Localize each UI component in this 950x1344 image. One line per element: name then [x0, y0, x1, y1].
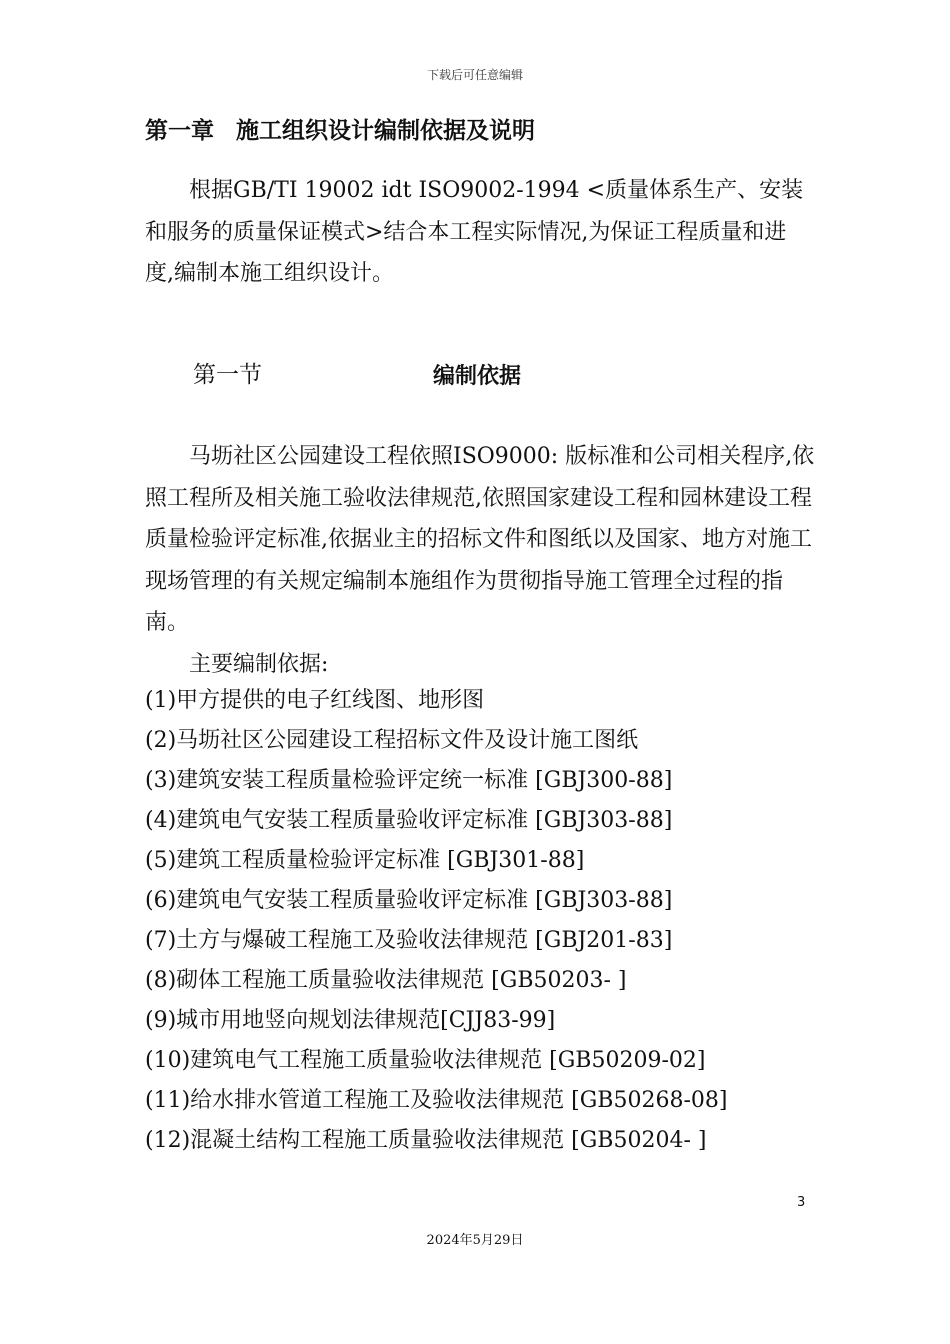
basis-item: (4)建筑电气安装工程质量验收评定标准 [GBJ303-88] — [145, 808, 673, 833]
section-paragraph: 马坜社区公园建设工程依照ISO9000: 版标准和公司相关程序,依照工程所及相关施工验收法律规范,依照国家建设工程和园林建设工程质量检验评定标准,依据业主的招标文件和图纸以及国家、地方对施工现场管理的有关规定编制本施组作为贯彻指导施工管理全过程的指南。 — [145, 444, 815, 635]
basis-item: (9)城市用地竖向规划法律规范[CJJ83-99] — [145, 1008, 556, 1033]
page-header: 下载后可任意编辑 — [426, 68, 523, 82]
intro-paragraph: 根据GB/TI 19002 idt ISO9002-1994 <质量体系生产、安装和服务的质量保证模式>结合本工程实际情况,为保证工程质量和进度,编制本施工组织设计。 — [145, 178, 804, 286]
basis-item: (5)建筑工程质量检验评定标准 [GBJ301-88] — [145, 848, 585, 873]
basis-item: (2)马坜社区公园建设工程招标文件及设计施工图纸 — [145, 728, 639, 753]
section-title: 编制依据 — [433, 364, 522, 389]
basis-item: (10)建筑电气工程施工质量验收法律规范 [GB50209-02] — [145, 1048, 706, 1073]
page-number: 3 — [797, 1195, 806, 1210]
footer-date: 2024年5月29日 — [426, 1233, 524, 1248]
basis-list — [145, 681, 727, 1161]
basis-heading: 主要编制依据: — [189, 652, 329, 677]
basis-item: (1)甲方提供的电子红线图、地形图 — [145, 688, 485, 713]
basis-item: (6)建筑电气安装工程质量验收评定标准 [GBJ303-88] — [145, 888, 673, 913]
chapter-heading — [145, 112, 535, 145]
basis-item: (12)混凝土结构工程施工质量验收法律规范 [GB50204- ] — [145, 1128, 707, 1153]
basis-item: (3)建筑安装工程质量检验评定统一标准 [GBJ300-88] — [145, 768, 673, 793]
chapter-title: 施工组织设计编制依据及说明 — [236, 118, 535, 144]
basis-item: (8)砌体工程施工质量验收法律规范 [GB50203- ] — [145, 968, 627, 993]
section-number: 第一节 — [193, 362, 262, 388]
basis-item: (7)土方与爆破工程施工及验收法律规范 [GBJ201-83] — [145, 928, 673, 953]
chapter-number: 第一章 — [145, 118, 214, 144]
basis-item: (11)给水排水管道工程施工及验收法律规范 [GB50268-08] — [145, 1088, 728, 1113]
